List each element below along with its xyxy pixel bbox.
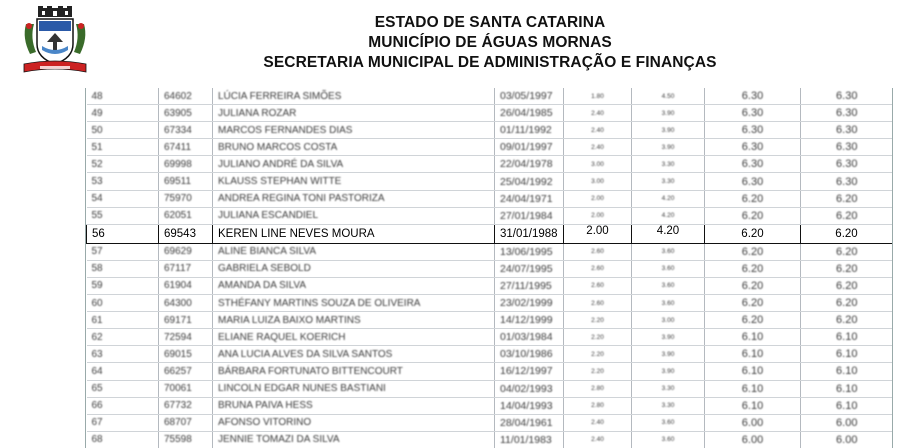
- table-row: [87, 414, 893, 431]
- registration-cell: 64300: [159, 295, 213, 312]
- final-score-cell: 6.20: [801, 312, 893, 329]
- total-score-cell: 6.30: [705, 88, 801, 105]
- score-2-cell: 3.90: [632, 139, 705, 156]
- registration-cell: 62051: [159, 207, 213, 224]
- rank-cell: 48: [87, 88, 159, 105]
- score-2-cell: 3.90: [632, 105, 705, 122]
- classification-table: [85, 88, 893, 448]
- score-2-cell: 3.60: [632, 414, 705, 431]
- state-title: ESTADO DE SANTA CATARINA: [374, 14, 606, 31]
- score-2-cell: 3.60: [632, 295, 705, 312]
- final-score-cell: 6.10: [801, 346, 893, 363]
- registration-cell: 67334: [159, 122, 213, 139]
- registration-cell: 70061: [159, 380, 213, 397]
- score-1-cell: 2.60: [564, 295, 632, 312]
- birth-date-cell: 23/02/1999: [495, 295, 564, 312]
- birth-date-cell: 01/11/1992: [495, 122, 564, 139]
- score-1-cell: 2.60: [564, 277, 632, 294]
- birth-date-cell: 04/02/1993: [495, 380, 564, 397]
- candidate-name-cell: JULIANO ANDRÉ DA SILVA: [213, 156, 495, 173]
- final-score-cell: 6.20: [801, 277, 893, 294]
- final-score-cell: 6.10: [801, 380, 893, 397]
- table-row: [87, 122, 893, 139]
- total-score-cell: 6.20: [705, 190, 801, 207]
- score-1-cell: 1.80: [564, 88, 632, 105]
- score-1-cell: 2.60: [564, 243, 632, 260]
- candidate-name-cell: KLAUSS STEPHAN WITTE: [213, 173, 495, 190]
- highlighted-table-row: [87, 224, 893, 243]
- table-row: [87, 295, 893, 312]
- score-2-cell: 4.20: [632, 207, 705, 224]
- final-score-cell: 6.30: [801, 173, 893, 190]
- registration-cell: 64602: [159, 88, 213, 105]
- candidate-name-cell: MARCOS FERNANDES DIAS: [213, 122, 495, 139]
- score-2-cell: 3.60: [632, 243, 705, 260]
- birth-date-cell: 14/12/1999: [495, 312, 564, 329]
- final-score-cell: 6.10: [801, 397, 893, 414]
- birth-date-cell: 11/01/1983: [495, 431, 564, 448]
- candidate-name-cell: GABRIELA SEBOLD: [213, 260, 495, 277]
- municipal-coat-of-arms: [20, 6, 90, 78]
- birth-date-cell: 16/12/1997: [495, 363, 564, 380]
- score-2-cell: 3.60: [632, 277, 705, 294]
- score-2-cell: 3.30: [632, 380, 705, 397]
- registration-cell: 69543: [159, 224, 213, 243]
- final-score-cell: 6.20: [801, 260, 893, 277]
- score-1-cell: 2.60: [564, 260, 632, 277]
- total-score-cell: 6.10: [705, 346, 801, 363]
- rank-cell: 57: [87, 243, 159, 260]
- birth-date-cell: 09/01/1997: [495, 139, 564, 156]
- final-score-cell: 6.30: [801, 156, 893, 173]
- final-score-cell: 6.20: [801, 224, 893, 243]
- table-row: [87, 105, 893, 122]
- rank-cell: 64: [87, 363, 159, 380]
- score-2-cell: 3.60: [632, 260, 705, 277]
- registration-cell: 69015: [159, 346, 213, 363]
- birth-date-cell: 27/01/1984: [495, 207, 564, 224]
- score-2-cell: 3.30: [632, 156, 705, 173]
- table-row: [87, 346, 893, 363]
- rank-cell: 51: [87, 139, 159, 156]
- total-score-cell: 6.30: [705, 105, 801, 122]
- registration-cell: 67411: [159, 139, 213, 156]
- candidate-name-cell: JENNIE TOMAZI DA SILVA: [213, 431, 495, 448]
- rank-cell: 60: [87, 295, 159, 312]
- score-1-cell: 2.00: [564, 224, 632, 243]
- final-score-cell: 6.20: [801, 295, 893, 312]
- candidate-name-cell: LÚCIA FERREIRA SIMÕES: [213, 88, 495, 105]
- score-2-cell: 3.00: [632, 312, 705, 329]
- final-score-cell: 6.30: [801, 88, 893, 105]
- candidate-name-cell: ELIANE RAQUEL KOERICH: [213, 329, 495, 346]
- candidate-name-cell: JULIANA ESCANDIEL: [213, 207, 495, 224]
- table-row: [87, 329, 893, 346]
- score-2-cell: 4.50: [632, 88, 705, 105]
- final-score-cell: 6.20: [801, 207, 893, 224]
- table-row: [87, 173, 893, 190]
- table-row: [87, 380, 893, 397]
- registration-cell: 69629: [159, 243, 213, 260]
- total-score-cell: 6.20: [705, 295, 801, 312]
- table-row: [87, 243, 893, 260]
- score-2-cell: 4.20: [632, 224, 705, 243]
- score-1-cell: 2.40: [564, 139, 632, 156]
- table-row: [87, 397, 893, 414]
- rank-cell: 56: [87, 224, 159, 243]
- total-score-cell: 6.30: [705, 173, 801, 190]
- candidate-name-cell: ALINE BIANCA SILVA: [213, 243, 495, 260]
- final-score-cell: 6.10: [801, 329, 893, 346]
- score-1-cell: 2.80: [564, 380, 632, 397]
- total-score-cell: 6.00: [705, 414, 801, 431]
- registration-cell: 61904: [159, 277, 213, 294]
- table-row: [87, 260, 893, 277]
- score-1-cell: 2.40: [564, 414, 632, 431]
- candidate-name-cell: MARIA LUIZA BAIXO MARTINS: [213, 312, 495, 329]
- rank-cell: 50: [87, 122, 159, 139]
- birth-date-cell: 03/05/1997: [495, 88, 564, 105]
- final-score-cell: 6.30: [801, 139, 893, 156]
- table-row: [87, 312, 893, 329]
- rank-cell: 67: [87, 414, 159, 431]
- rank-cell: 54: [87, 190, 159, 207]
- birth-date-cell: 01/03/1984: [495, 329, 564, 346]
- score-1-cell: 2.40: [564, 105, 632, 122]
- registration-cell: 69171: [159, 312, 213, 329]
- candidate-name-cell: ANDREA REGINA TONI PASTORIZA: [213, 190, 495, 207]
- table-row: [87, 139, 893, 156]
- total-score-cell: 6.20: [705, 224, 801, 243]
- birth-date-cell: 22/04/1978: [495, 156, 564, 173]
- score-1-cell: 3.00: [564, 156, 632, 173]
- total-score-cell: 6.20: [705, 207, 801, 224]
- document-header: [0, 0, 900, 86]
- table-row: [87, 431, 893, 448]
- rank-cell: 63: [87, 346, 159, 363]
- total-score-cell: 6.00: [705, 431, 801, 448]
- registration-cell: 75598: [159, 431, 213, 448]
- table-row: [87, 363, 893, 380]
- rank-cell: 53: [87, 173, 159, 190]
- registration-cell: 75970: [159, 190, 213, 207]
- score-2-cell: 3.90: [632, 122, 705, 139]
- registration-cell: 67117: [159, 260, 213, 277]
- total-score-cell: 6.20: [705, 243, 801, 260]
- score-1-cell: 2.20: [564, 312, 632, 329]
- birth-date-cell: 24/04/1971: [495, 190, 564, 207]
- final-score-cell: 6.20: [801, 190, 893, 207]
- rank-cell: 65: [87, 380, 159, 397]
- birth-date-cell: 03/10/1986: [495, 346, 564, 363]
- score-2-cell: 3.90: [632, 363, 705, 380]
- birth-date-cell: 24/07/1995: [495, 260, 564, 277]
- score-1-cell: 2.20: [564, 346, 632, 363]
- table-row: [87, 277, 893, 294]
- birth-date-cell: 26/04/1985: [495, 105, 564, 122]
- score-1-cell: 2.00: [564, 190, 632, 207]
- registration-cell: 63905: [159, 105, 213, 122]
- rank-cell: 52: [87, 156, 159, 173]
- total-score-cell: 6.20: [705, 277, 801, 294]
- rank-cell: 68: [87, 431, 159, 448]
- birth-date-cell: 14/04/1993: [495, 397, 564, 414]
- rank-cell: 58: [87, 260, 159, 277]
- candidate-name-cell: AMANDA DA SILVA: [213, 277, 495, 294]
- candidate-name-cell: LINCOLN EDGAR NUNES BASTIANI: [213, 380, 495, 397]
- table-row: [87, 190, 893, 207]
- candidate-name-cell: AFONSO VITORINO: [213, 414, 495, 431]
- score-2-cell: 3.30: [632, 397, 705, 414]
- table-row: [87, 88, 893, 105]
- birth-date-cell: 25/04/1992: [495, 173, 564, 190]
- registration-cell: 69998: [159, 156, 213, 173]
- total-score-cell: 6.30: [705, 139, 801, 156]
- score-1-cell: 2.40: [564, 122, 632, 139]
- score-1-cell: 2.20: [564, 363, 632, 380]
- table-row: [87, 156, 893, 173]
- rank-cell: 66: [87, 397, 159, 414]
- score-2-cell: 3.30: [632, 173, 705, 190]
- rank-cell: 61: [87, 312, 159, 329]
- total-score-cell: 6.20: [705, 260, 801, 277]
- total-score-cell: 6.30: [705, 156, 801, 173]
- birth-date-cell: 28/04/1961: [495, 414, 564, 431]
- final-score-cell: 6.20: [801, 243, 893, 260]
- final-score-cell: 6.30: [801, 105, 893, 122]
- birth-date-cell: 13/06/1995: [495, 243, 564, 260]
- final-score-cell: 6.00: [801, 414, 893, 431]
- score-2-cell: 3.90: [632, 346, 705, 363]
- score-1-cell: 3.00: [564, 173, 632, 190]
- rank-cell: 62: [87, 329, 159, 346]
- score-2-cell: 4.20: [632, 190, 705, 207]
- score-1-cell: 2.80: [564, 397, 632, 414]
- registration-cell: 69511: [159, 173, 213, 190]
- total-score-cell: 6.10: [705, 380, 801, 397]
- total-score-cell: 6.20: [705, 312, 801, 329]
- total-score-cell: 6.10: [705, 397, 801, 414]
- total-score-cell: 6.10: [705, 363, 801, 380]
- score-1-cell: 2.00: [564, 207, 632, 224]
- final-score-cell: 6.30: [801, 122, 893, 139]
- registration-cell: 68707: [159, 414, 213, 431]
- department-title: SECRETARIA MUNICIPAL DE ADMINISTRAÇÃO E FINANÇAS: [263, 54, 717, 71]
- score-1-cell: 2.40: [564, 431, 632, 448]
- candidate-name-cell: KEREN LINE NEVES MOURA: [213, 224, 495, 243]
- score-1-cell: 2.20: [564, 329, 632, 346]
- registration-cell: 67732: [159, 397, 213, 414]
- table-row: [87, 207, 893, 224]
- final-score-cell: 6.10: [801, 363, 893, 380]
- birth-date-cell: 31/01/1988: [495, 224, 564, 243]
- rank-cell: 55: [87, 207, 159, 224]
- candidate-name-cell: BRUNA PAIVA HESS: [213, 397, 495, 414]
- total-score-cell: 6.10: [705, 329, 801, 346]
- birth-date-cell: 27/11/1995: [495, 277, 564, 294]
- score-2-cell: 3.60: [632, 431, 705, 448]
- candidate-name-cell: BÁRBARA FORTUNATO BITTENCOURT: [213, 363, 495, 380]
- candidate-name-cell: BRUNO MARCOS COSTA: [213, 139, 495, 156]
- score-2-cell: 3.90: [632, 329, 705, 346]
- candidate-name-cell: ANA LUCIA ALVES DA SILVA SANTOS: [213, 346, 495, 363]
- rank-cell: 59: [87, 277, 159, 294]
- municipality-title: MUNICÍPIO DE ÁGUAS MORNAS: [368, 34, 612, 51]
- registration-cell: 72594: [159, 329, 213, 346]
- candidate-name-cell: STHÉFANY MARTINS SOUZA DE OLIVEIRA: [213, 295, 495, 312]
- total-score-cell: 6.30: [705, 122, 801, 139]
- candidate-name-cell: JULIANA ROZAR: [213, 105, 495, 122]
- registration-cell: 66257: [159, 363, 213, 380]
- final-score-cell: 6.00: [801, 431, 893, 448]
- rank-cell: 49: [87, 105, 159, 122]
